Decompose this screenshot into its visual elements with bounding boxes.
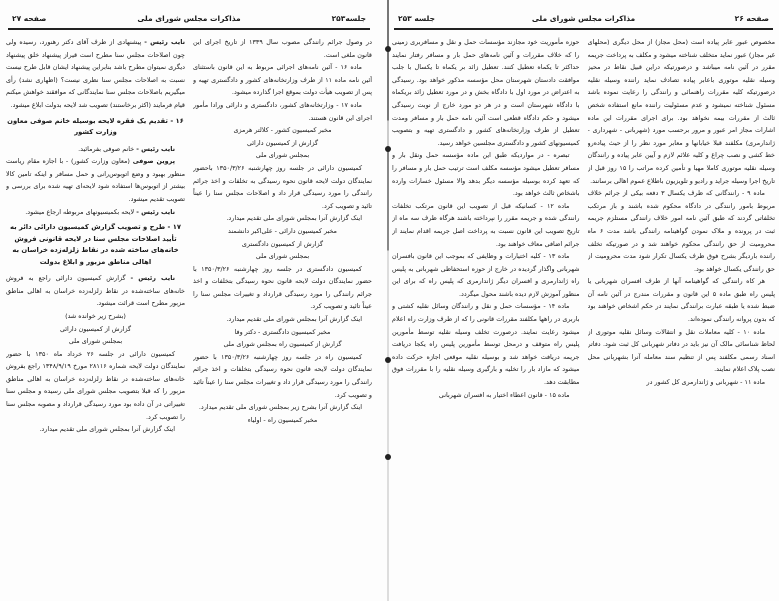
paragraph: [6, 206, 185, 219]
paragraph-text: گزارش کمیسیون دارائی راجع به فروش خانه‌های ساخته‌شده در نقاط زلزله‌زده خراسان به اهالی مناطق مزبور مطرح است قرائت میشود.: [6, 274, 185, 308]
paragraph-text: مخبر کمیسیون کشور - کلالتر هرمزی: [233, 126, 332, 135]
paragraph: [6, 423, 185, 436]
spine-mark: [385, 357, 391, 363]
paragraph-text: ماده ۱۶ - آئین نامه‌های اجرائی مربوط به این قانون باستثنای آئین نامه ماده ۱۱ از طرف وزارتخانه‌های کشور و دادگستری تهیه و پس از تصویب هیأت دولت بموقع اجرا گذارده میشود.: [193, 63, 372, 97]
paragraph: [193, 61, 372, 99]
paragraph-text: هر کاه رانندگی که گواهینامه آنها از طرف افسران شهربانی یا پلیس راه طبق ماده ۵ این قانون و مقررات مندرج در آئین نامه آن ضبط شده یا طبقه عبارت برانندگی نمایند در حکم اشخاص خواهند بود که بدون پروانه رانندگی نموده‌اند.: [587, 277, 775, 324]
left-column: [6, 36, 185, 591]
paragraph: [6, 310, 185, 323]
paragraph: [193, 263, 372, 313]
paragraph: [6, 272, 185, 310]
left-page-header: [6, 10, 372, 26]
paragraph-text: ماده ۹ - رانندگانی که ظرف یکسال ۳ دفعه بیکی از جرائم خلاف مربوط بامور رانندگی در دادگاه محکوم شده باشند و باز مرتکب تخلفاتی گردند که طبق آئین نامه امور خلاف رانندگی مستلزم جریمه ثبت در پرونده و ملاک نمودن گواهینامه رانندگی باشد مدت ۶ ماه محرومیت از حق رانندگی محکوم خواهند شد و در صورتیکه تخلف راننده باردیگر بشرح فوق ظرف یکسال تکرار شود مدت محرومیت از حق رانندگی یکسال خواهد بود.: [587, 189, 775, 273]
paragraph-text: ۱۷ - طرح و تصویب گزارش کمیسیون دارائی دائر به تأیید اصلاحات مجلس سنا در لایحه قانونی فروش خانه‌های ساخته شده در نقاط زلزله‌زده خراسان به اهالی مناطق مزبور و ابلاغ بدولت: [9, 223, 182, 266]
paragraph: [193, 36, 372, 61]
paragraph: [193, 162, 372, 212]
paragraph-text: خانم صوفی بفرمائید.: [78, 144, 137, 153]
paragraph-text: ماده ۱۱ - شهربانی و ژاندارمری کل کشور در: [646, 378, 765, 387]
page-title: مذاکرات مجلس شورای ملی: [531, 13, 636, 23]
paragraph: [392, 36, 580, 149]
paragraph-text: پیشنهادی از طرف آقای دکتر رهنورد، رسیده ولی چون اصلاحات مجلس سنا مطرح است قیراز پیشنهاد خلق پیشنهاد دیگری نمیتوان مطرح باشد بنابراین پیشنهاد ایشان قابل طرح نیست نسبت به اصلاحات مجلس سنا نظری نیست؟ (اظهاری نشد) رأی میگیریم باصلاحات مجلس سنا نمایندگانی که موافقند خواهش میکنم قیام فرمایند (اکثر برخاستند) تصویب شد لایحه بدولت ابلاغ میشود.: [6, 38, 185, 109]
paragraph: [392, 149, 580, 199]
header-rule: [394, 28, 773, 30]
paragraph: [588, 187, 776, 275]
spine-mark: [385, 454, 391, 460]
session-label: جلسه ۲۵۳: [398, 13, 435, 23]
paragraph-text: تبصره - در مواردیکه طبق این ماده مؤسسه حمل ونقل بار و مسافر تعطیل میشود مؤسسه مکلف است ترتیب حمل بار و مسافر را که تعهد کرده بوسیله مؤسسه دیگر بدهد والا مسئول خسارات وارده باشخاص ثالث خواهد بود.: [392, 151, 580, 198]
paragraph-text: گزارش از کمیسیون دادگستری: [241, 239, 324, 248]
paragraph-text: (بشرح زیر خوانده شد): [65, 311, 126, 320]
paragraph: [6, 348, 185, 424]
paragraph-text: بمجلس شورای ملی: [255, 252, 310, 261]
paragraph-text: ماده ۱۷ - وزارتخانه‌های کشور، دادگستری و دارائی ورادا مأمور اجرای این قانون هستند.: [193, 100, 372, 122]
speaker-name: نایب رئیس -: [144, 38, 185, 46]
paragraph-text: گزارش از کمیسیون دارائی: [59, 324, 132, 333]
paragraph-text: اینک گزارش آنرا بمجلس شورای ملی تقدیم میدارد.: [226, 214, 362, 223]
speaker-name: نایب رئیس -: [136, 207, 175, 216]
paragraph-text: کمیسیون دادگستری در جلسه روز چهارشنبه ۱۳۵۰/۳/۲۶ با حضور نمایندگان دولت لایحه قانون نحوه رسیدگی بتخلفات و اخذ جرائم رانندگی را مورد رسیدگی قرارداد و تغییرات مجلس سنا را عیناً تائید و تصویب کرد.: [193, 264, 372, 311]
right-column: [588, 36, 776, 591]
right-page-columns: [392, 36, 775, 591]
paragraph: [193, 225, 372, 238]
paragraph-text: ماده ۱۳ - کلیه اختیارات و وظایفی که بموجب این قانون بافسران شهربانی واگذار گردیده در خارج از حوزه استحفاظی شهربانی به پلیس راه ژاندارمری و افسران دیگر ژاندارمری که پلیس راه که برای این منظور آموزش لازم دیده باشند محول میگردد.: [392, 252, 580, 298]
paragraph: [193, 137, 372, 150]
paragraph: [193, 401, 372, 414]
paragraph-text: ماده ۱۰ - کلیه معاملات نقل و انتقالات وسائل نقلیه موتوری از لحاظ شناسائی مالک آن نیز باید در دفاتر شهربانی کل ثبت شود. دفاتر اسناد رسمی مکلفند پس از تنظیم سند معامله آنرا بشهربانی محل نصب پلاک اعلام نمایند.: [587, 327, 775, 374]
paragraph: [193, 326, 372, 339]
paragraph: [6, 36, 185, 112]
section-heading: [6, 222, 185, 268]
paragraph-text: اینک گزارش آنرا بشرح زیر بمجلس شورای ملی تقدیم میدارد.: [198, 403, 362, 412]
paragraph: [193, 313, 372, 326]
paragraph-text: ۱۶ - تقدیم یک فقره لایحه بوسیله خانم صوفی معاون وزارت کشور: [7, 116, 184, 137]
paragraph: [392, 200, 580, 250]
paragraph: [193, 351, 372, 401]
paragraph: [392, 300, 580, 388]
paragraph: [193, 250, 372, 263]
paragraph-text: حوزه مأموریت خود مجازند مؤسسات حمل و نقل و مسافربری زمینی را که خلاف مقررات و آئین نامه‌های حمل بار و مسافر رفتار نمایند حداکثر تا یکماه تعطیل کنند. تعطیل زائد بر یکماه تا یکسال با جلب موافقت دادستان شهرستان محل مؤسسه مذکور خواهد بود. رسیدگی به اعتراض در مورد اول با دادگاه بخش و در مورد تعطیل زائد بریکماه با دادگاه شهرستان است و در هر دو مورد خارج از نوبت رسیدگی میشود و حکم دادگاه قطعی است آئین نامه حمل بار و مسافر ومدت تعطیل از طرف وزارتخانه‌های کشور و دادگستری تهیه و بتصویب کمیسیونهای کشور و دادگستری مجلسین خواهد رسید.: [392, 38, 580, 147]
paragraph: [193, 212, 372, 225]
paragraph-text: کمیسیون دارائی در جلسه روز چهارشنبه ۱۳۵۰/۳/۲۶ باحضور نمایندگان دولت لایحه قانون نحوه رسیدگی به تخلفات و اخذ جرائم رانندگی را مورد رسیدگی قرار داد و اصلاحات مجلس سنا را عیناً تائید و تصویب کرد.: [193, 163, 372, 210]
page-number: صفحه ۲۶: [734, 13, 769, 23]
paragraph: [6, 323, 185, 336]
paragraph: [193, 99, 372, 124]
paragraph-text: لایحه بکمیسیونهای مربوطه ارجاع میشود.: [25, 207, 137, 216]
paragraph-text: در وصول جرائم رانندگی مصوب سال ۱۳۳۹ از تاریخ اجرای این قانون ملغی است.: [193, 38, 372, 59]
paragraph-text: اینک گزارش آنرا بمجلس شورای ملی تقدیم میدارد.: [226, 315, 362, 324]
spine-mark: [385, 146, 391, 152]
left-page-columns: [6, 36, 372, 591]
session-label: جلسه۲۵۳: [331, 13, 366, 23]
paragraph-text: گزارش از کمیسیون دارائی: [246, 138, 319, 147]
paragraph: [193, 124, 372, 137]
paragraph: [588, 36, 776, 187]
paragraph-text: (معاون وزارت کشور) - با اجازه مقام ریاست منظور بهبود و وضع اتوبوس‌رانی و حمل مسافر و اینکه تامین کالا بیشتر از اتوبوس‌ها استفاده شود لایحه‌ای تهیه شده برای بررسی و تصویب تقدیم میشود.: [6, 157, 185, 203]
right-page: [392, 0, 775, 601]
paragraph-text: کمیسیون دارائی در جلسه ۲۶ خرداد ماه ۱۳۵۰ با حضور نمایندگان دولت لایحه شماره ۲۸۱۱۶ مورخ ۱۳۴۸/۹/۱۹ راجع بفروش خانه‌های ساخته‌شده در نقاط زلزله‌زده خراسان به اهالی مناطق مزبور را که قبلا بتصویب مجلس شورای ملی رسیده و مجلس سنا تغییراتی در آن داده بود مورد رسیدگی قرارداد و مصوبه مجلس سنا را تصویب کرد.: [6, 349, 185, 421]
paragraph-text: مخبر کمیسیون دادگستری - دکتر وفا: [234, 327, 331, 336]
paragraph-text: ماده ۱۲ - کسانیکه قبل از تصویب این قانون مرتکب تخلفات رانندگی شده و جریمه مقرر را نپرداخته باشند هرگاه ظرف سه ماه از تاریخ تصویب این قانون نسبت به پرداخت اصل جریمه اقدام نمایند از جرائم اضافی معاف خواهند بود.: [392, 201, 580, 248]
left-page: [6, 0, 372, 601]
left-column: [392, 36, 580, 591]
paragraph-text: اینک گزارش آنرا بمجلس شورای ملی تقدیم میدارد.: [39, 425, 175, 434]
paragraph: [6, 335, 185, 348]
speaker-name: پروین صوفی: [132, 157, 175, 166]
paragraph-text: مخبر کمیسیون راه - اولیاء: [247, 415, 318, 424]
paragraph-text: گزارش از کمیسیون راه بمجلس شورای ملی: [223, 340, 342, 349]
section-heading: [6, 116, 185, 139]
paragraph: [193, 338, 372, 351]
paragraph: [588, 275, 776, 325]
paragraph: [193, 149, 372, 162]
page-number: صفحه ۲۷: [12, 13, 47, 23]
paragraph: [392, 250, 580, 300]
paragraph: [6, 155, 185, 205]
paragraph: [588, 326, 776, 376]
paragraph: [6, 143, 185, 156]
paragraph: [392, 389, 580, 402]
paragraph: [588, 376, 776, 389]
paragraph-text: بمجلس شورای ملی: [68, 337, 123, 346]
paragraph-text: کمیسیون راه در جلسه روز چهارشنبه ۱۳۵۰/۳/۲۶ با حضور نمایندگان دولت لایحه قانون نحوه رسیدگی بتخلفات و اخذ جرائم رانندگی را مورد رسیدگی قرار داد و تغییرات مجلس سنا را عیناً تائید و تصویب کرد.: [193, 352, 372, 399]
spine-mark: [385, 46, 391, 52]
page-title: مذاکرات مجلس شورای ملی: [137, 13, 241, 23]
paragraph-text: بمجلس شورای ملی: [255, 151, 310, 160]
paragraph-text: مخصوص عبور عابر پیاده است (محل مجاز) از محل دیگری (محلهای غیر مجاز) عبور نماید متخلف شناخته میشود و مکلف به پرداخت جریمه مقرر در آئین نامه میباشد و درصورتیکه دراین قبیل نقاط در محیز وسیله نقلیه موتوری باعابر پیاده تصادف نماید راننده وسیله نقلیه درصورتیکه کلیه مقررات راهنمائی و رانندگی را رعایت نموده باشد مسئول شناخته نمیشود و عدم مسئولیت راننده مانع استفاده شخص ثالث از مقررات بیمه نخواهد بود. برای اجرای مقررات این ماده اشارات مجاز امر عبور و مرور برحسب مورد (شهربانی - شهرداری - ژاندارمری) مکلفند قبلا خیابانها و معابر مورد نظر را از حیث پیاده‌رو خط کشی و نصب چراغ و کلیه علائم لازم و آیین عابر پیاده و رانندگان وسیله نقلیه موتوری کاملا مهیا و تأمین کرده مراتب را ۱۵ روز قبل از تاریخ اجرا وسیله جراید و رادیو و تلویزیون باطلاع عموم اهالی برسانند.: [587, 38, 775, 185]
header-rule: [8, 28, 370, 30]
speaker-name: نایب رئیس -: [136, 144, 175, 153]
right-column: [193, 36, 372, 591]
paragraph-text: ماده ۱۵ - قانون اعطاء اختیار به افسران شهربانی: [438, 390, 570, 399]
right-page-header: [392, 10, 775, 26]
paragraph-text: ماده ۱۴ - مؤسسات حمل و نقل و رانندگان وسائل نقلیه کشتی و باربری در راهها مکلفند مقررات قانونی را که از طرف وزارت راه اعلام میشود رعایت نمایند. درصورت تخلف وسیله نقلیه توسط مأمورین پلیس راه متوقف و درمحل توسط مأمورین پلیس راه یکجا دریافت جریمه دریافت خواهد شد و بوسیله نقلیه موقعی اجازه حرکت داده میشود که مازاد بار را تخلیه و بارگیری وسیله نقلیه را با مقررات فوق مطابقت دهد.: [392, 302, 580, 387]
speaker-name: نایب رئیس -: [130, 274, 175, 283]
paragraph: [193, 414, 372, 427]
paragraph: [193, 238, 372, 251]
paragraph-text: مخبر کمیسیون دارائی - علی‌اکبر دانشمند: [228, 226, 337, 235]
book-spine: [387, 0, 389, 601]
